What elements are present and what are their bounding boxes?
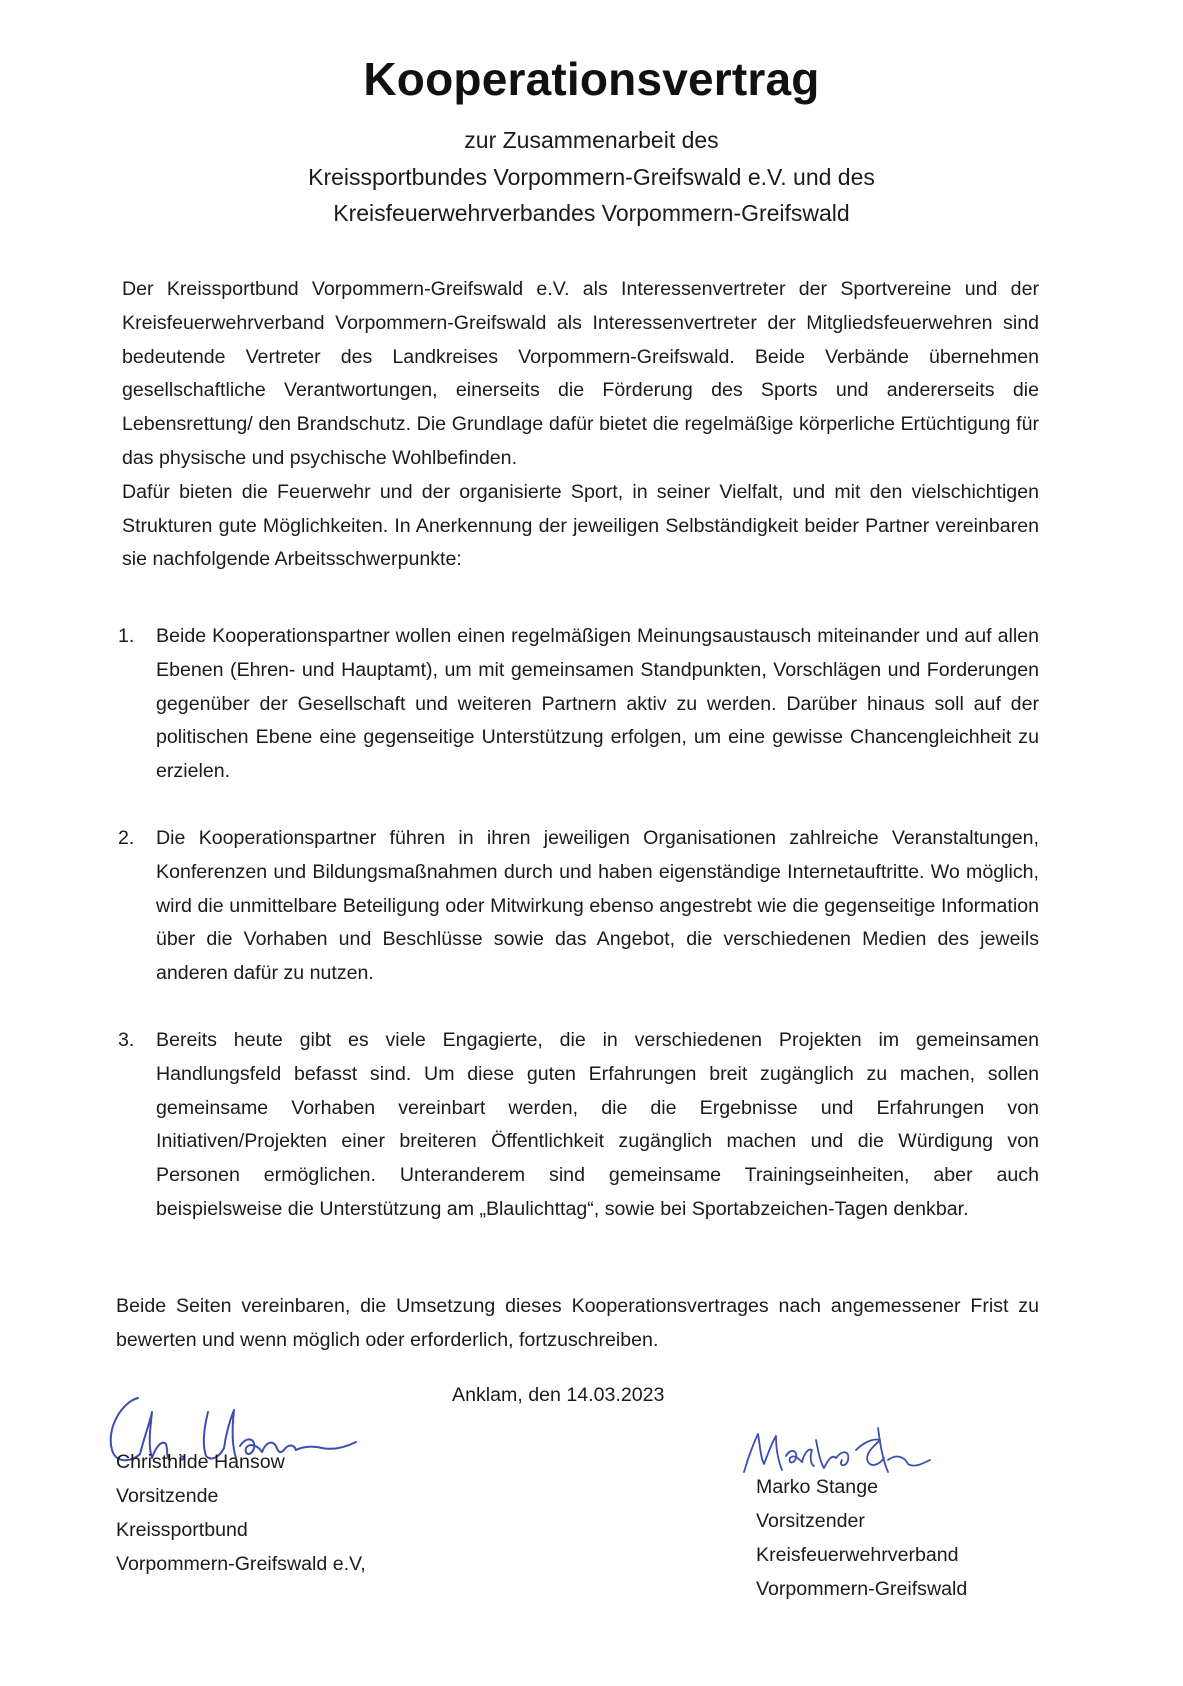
subtitle-line: Kreisfeuerwehrverbandes Vorpommern-Greifswald [333,200,850,226]
signatory-organization: Kreissportbund [116,1519,248,1541]
list-item [118,822,1039,991]
intro-section [122,273,1039,577]
item-number: 1. [118,625,135,647]
place-and-date: Anklam, den 14.03.2023 [452,1384,665,1406]
signatory-right [756,1470,967,1606]
signatory-name: Marko Stange [756,1476,878,1498]
intro-paragraph: Dafür bieten die Feuerwehr und der organisierte Sport, in seiner Vielfalt, und mit den vielschichtigen Strukturen gute Möglichkeiten. In Anerkennung der jeweiligen Selbständigkeit beider Partner vereinbaren sie nachfolgende Arbeitsschwerpunkte: [122,480,1039,571]
signatory-role: Vorsitzender [756,1510,865,1532]
item-number: 3. [118,1029,135,1051]
signatory-role: Vorsitzende [116,1485,219,1507]
closing-paragraph: Beide Seiten vereinbaren, die Umsetzung dieses Kooperationsvertrages nach angemessener Frist zu bewerten und wenn möglich oder erforderlich, fortzuschreiben. [116,1295,1039,1351]
signatory-organization: Vorpommern-Greifswald [756,1578,968,1600]
document-title: Kooperationsvertrag [363,53,820,105]
subtitle-line: zur Zusammenarbeit des [464,127,719,153]
document-subtitle [0,122,1183,232]
item-text: Bereits heute gibt es viele Engagierte, die in verschiedenen Projekten im gemeinsamen Handlungsfeld befasst sind. Um diese guten Erfahrungen breit zugänglich zu machen, sollen gemeinsame Vorhaben vereinbart werden, die die Ergebnisse und Erfahrungen von Initiativen/Projekten einer breiteren Öffentlichkeit zugänglich machen und die Würdigung von Personen ermöglichen. Unteranderem sind gemeinsame Trainingseinheiten, aber auch beispielsweise die Unterstützung am „Blaulichttag“, sowie bei Sportabzeichen-Tagen denkbar. [156,1029,1039,1220]
subtitle-line: Kreissportbundes Vorpommern-Greifswald e.V. und des [308,163,875,190]
list-item [118,620,1039,789]
signatory-organization: Vorpommern-Greifswald e.V, [116,1553,366,1575]
signatory-left [116,1445,366,1581]
item-number: 2. [118,827,135,849]
signatory-name: Christhilde Hansow [116,1451,285,1473]
intro-paragraph: Der Kreissportbund Vorpommern-Greifswald e.V. als Interessenvertreter der Sportvereine und der Kreisfeuerwehrverband Vorpommern-Greifswald als Interessenvertreter der Mitgliedsfeuerwehren sind bedeutende Vertreter des Landkreises Vorpommern-Greifswald. Beide Verbände übernehmen gesellschaftliche Verantwortungen, einerseits die Förderung des Sports und andererseits die Lebensrettung/ den Brandschutz. Die Grundlage dafür bietet die regelmäßige körperliche Ertüchtigung für das physische und psychische Wohlbefinden. [122,278,1039,469]
item-text: Die Kooperationspartner führen in ihren jeweiligen Organisationen zahlreiche Veranstaltungen, Konferenzen und Bildungsmaßnahmen durch und haben eigenständige Internetauftritte. Wo möglich, wird die unmittelbare Beteiligung oder Mitwirkung ebenso angestrebt wie die gegenseitige Information über die Vorhaben und Beschlüsse sowie das Angebot, die verschiedenen Medien des jeweils anderen dafür zu nutzen. [156,827,1039,985]
signatory-organization: Kreisfeuerwehrverband [756,1544,959,1566]
item-text: Beide Kooperationspartner wollen einen regelmäßigen Meinungsaustausch miteinander und auf allen Ebenen (Ehren- und Hauptamt), um mit gemeinsamen Standpunkten, Vorschlägen und Forderungen gegenüber der Gesellschaft und weiteren Partnern aktiv zu werden. Darüber hinaus soll auf der politischen Ebene eine gegenseitige Unterstützung erfolgen, um eine gewisse Chancengleichheit zu erzielen. [156,625,1039,783]
list-item [118,1024,1039,1227]
